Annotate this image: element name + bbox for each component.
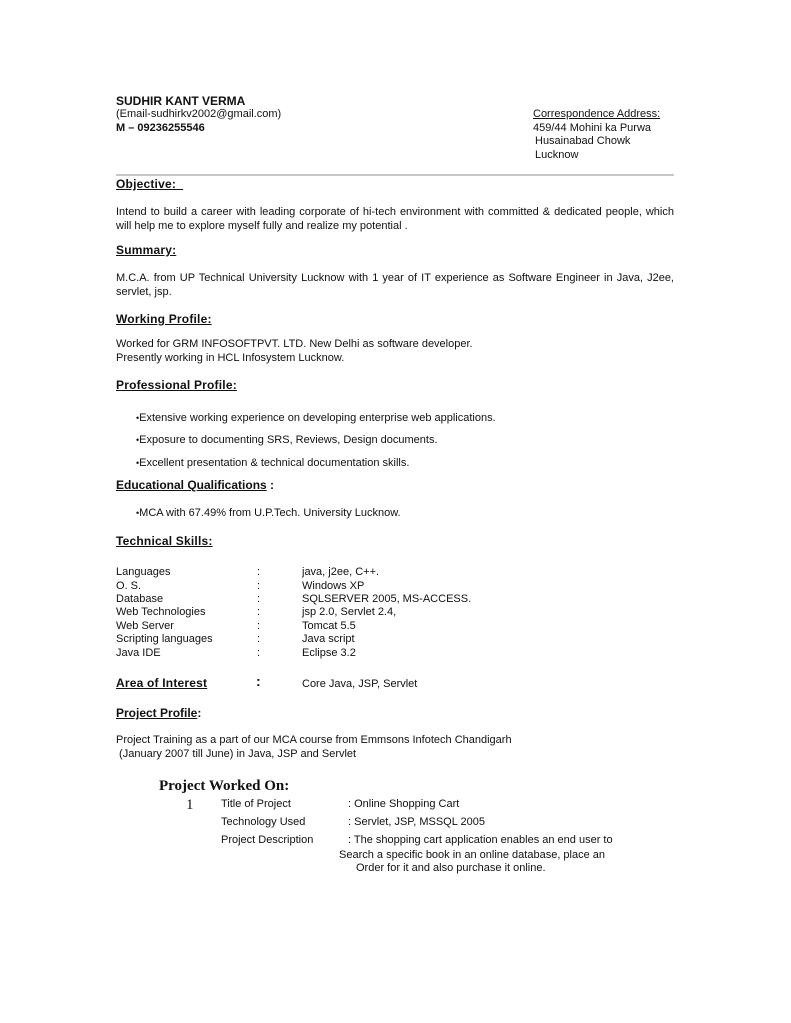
skill-label: O. S. (116, 580, 142, 592)
skill-value: Tomcat 5.5 (302, 620, 356, 632)
project-field-value: : The shopping cart application enables an end user to (348, 834, 613, 846)
address-title: Correspondence Address: (533, 108, 661, 120)
mobile-line: M – 09236255546 (116, 122, 205, 134)
list-item: •Exposure to documenting SRS, Reviews, Design documents. (136, 434, 438, 446)
project-profile-heading: Project Profile: (116, 706, 202, 720)
skill-value: SQLSERVER 2005, MS-ACCESS. (302, 593, 472, 605)
skill-separator: : (257, 620, 261, 632)
working-profile-heading: Working Profile: (116, 312, 212, 326)
education-heading: Educational Qualifications : (116, 478, 275, 492)
skill-label: Web Server (116, 620, 174, 632)
objective-text: Intend to build a career with leading corporate of hi-tech environment with committed & dedicated people, which will help me to explore myself fully and realize my potential . (116, 206, 674, 232)
skill-label: Web Technologies (116, 606, 206, 618)
candidate-name: SUDHIR KANT VERMA (116, 94, 246, 108)
header-divider (116, 174, 674, 176)
skill-value: Eclipse 3.2 (302, 647, 356, 659)
project-field-label: Technology Used (221, 816, 306, 828)
working-profile-line-2: Presently working in HCL Infosystem Lucknow. (116, 352, 345, 364)
project-profile-line-1: Project Training as a part of our MCA course from Emmsons Infotech Chandigarh (116, 734, 512, 746)
skill-separator: : (257, 647, 261, 659)
skill-separator: : (257, 580, 261, 592)
skill-label: Database (116, 593, 164, 605)
summary-heading: Summary: (116, 243, 177, 257)
skill-separator: : (257, 593, 261, 605)
list-item: •Extensive working experience on developing enterprise web applications. (136, 412, 496, 424)
address-line-2: Husainabad Chowk (535, 135, 631, 147)
professional-profile-heading: Professional Profile: (116, 378, 237, 392)
skill-value: jsp 2.0, Servlet 2.4, (302, 606, 397, 618)
project-worked-heading: Project Worked On: (159, 778, 290, 794)
skill-label: Scripting languages (116, 633, 213, 645)
skill-separator: : (257, 633, 261, 645)
skill-value: Java script (302, 633, 355, 645)
area-of-interest-heading: Area of Interest (116, 676, 208, 690)
skill-separator: : (257, 566, 261, 578)
technical-skills-heading: Technical Skills: (116, 534, 213, 548)
list-item: •MCA with 67.49% from U.P.Tech. University Lucknow. (136, 507, 401, 519)
working-profile-line-1: Worked for GRM INFOSOFTPVT. LTD. New Delhi as software developer. (116, 338, 473, 350)
skill-value: Windows XP (302, 580, 365, 592)
list-item: •Excellent presentation & technical documentation skills. (136, 457, 410, 469)
email-line: (Email-sudhirkv2002@gmail.com) (116, 108, 282, 120)
project-description-line: Order for it and also purchase it online. (356, 862, 546, 874)
skill-separator: : (257, 606, 261, 618)
project-field-label: Project Description (221, 834, 314, 846)
project-number: 1 (186, 797, 194, 813)
summary-text: M.C.A. from UP Technical University Lucknow with 1 year of IT experience as Software Engineer in Java, J2ee, servlet, jsp. (116, 272, 674, 298)
skill-label: Languages (116, 566, 171, 578)
objective-heading: Objective: (116, 177, 177, 191)
project-field-value: : Online Shopping Cart (348, 798, 460, 810)
project-field-value: : Servlet, JSP, MSSQL 2005 (348, 816, 485, 828)
project-profile-line-2: (January 2007 till June) in Java, JSP and Servlet (116, 748, 357, 760)
area-of-interest-value: Core Java, JSP, Servlet (302, 678, 418, 690)
address-line-1: 459/44 Mohini ka Purwa (533, 122, 652, 134)
skill-value: java, j2ee, C++. (302, 566, 380, 578)
area-of-interest-colon: : (256, 673, 261, 689)
skill-label: Java IDE (116, 647, 161, 659)
project-description-line: Search a specific book in an online database, place an (339, 849, 606, 861)
address-line-3: Lucknow (535, 149, 579, 161)
project-field-label: Title of Project (221, 798, 291, 810)
